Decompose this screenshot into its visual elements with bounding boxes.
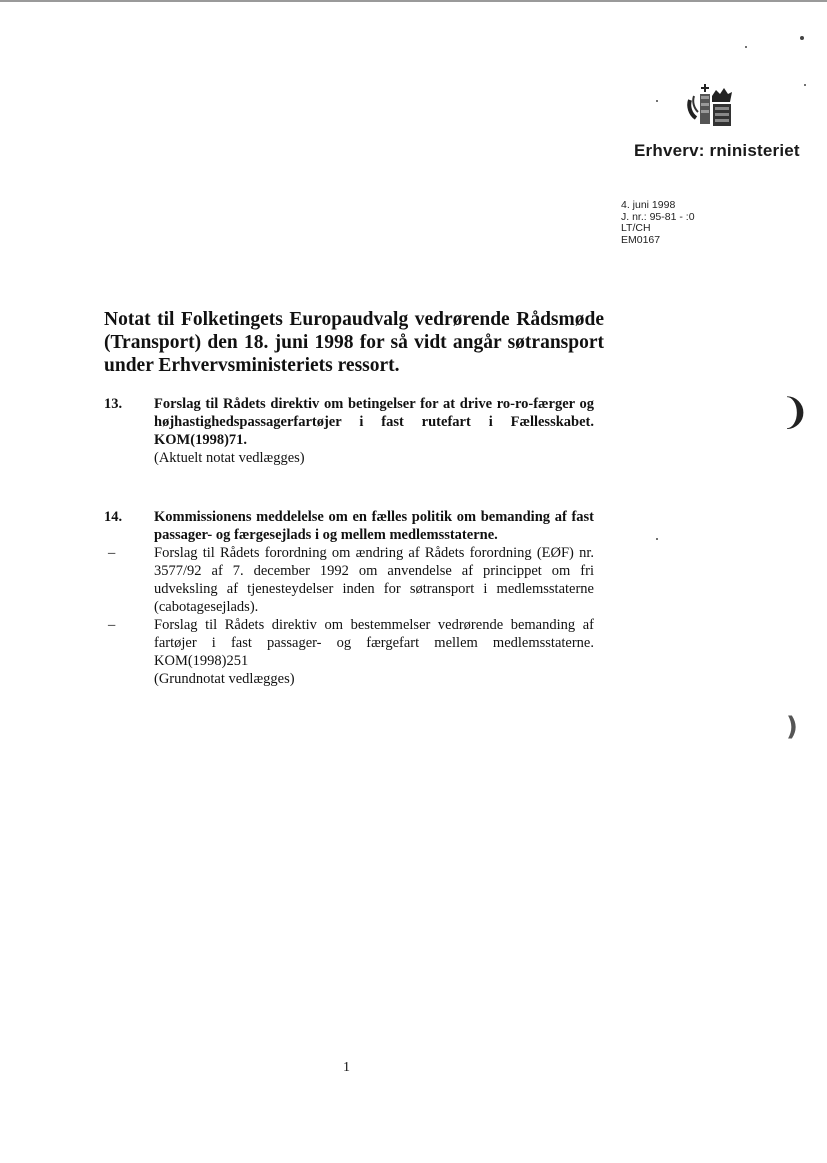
royal-crown-crest-icon xyxy=(686,78,734,130)
item-number: 13. xyxy=(104,396,123,412)
subitem xyxy=(104,544,594,616)
item-number: 14. xyxy=(104,509,123,525)
document-title: Notat til Folketingets Europaudvalg vedrørende Rådsmøde (Transport) den 18. juni 1998 for så vidt angår søtransport under Erhvervsministeriets ressort. xyxy=(104,309,604,376)
punch-hole-mark: ) xyxy=(786,712,798,742)
scan-speck xyxy=(804,84,806,86)
agenda-item-14 xyxy=(104,508,594,688)
page-number: 1 xyxy=(343,1060,350,1075)
document-code: EM0167 xyxy=(621,233,661,246)
item-text: Forslag til Rådets direktiv om betingelser for at drive ro-ro-færger og højhastighedspassagerfartøjer i fast rutefart i Fællesskabet. KOM(1998)71. xyxy=(154,396,594,448)
scan-speck xyxy=(745,46,747,48)
item-text: Kommissionens meddelelse om en fælles politik om bemanding af fast passager- og færgesejlads i og mellem medlemsstaterne. xyxy=(154,509,594,543)
scan-speck xyxy=(800,36,804,40)
item-note: (Grundnotat vedlægges) xyxy=(154,671,295,687)
punch-hole-mark: ❩ xyxy=(780,392,811,433)
scan-top-edge xyxy=(0,0,827,2)
reference-block xyxy=(621,200,695,246)
subitem xyxy=(104,616,594,670)
subitem-dash: – xyxy=(108,545,116,561)
scan-speck xyxy=(656,538,658,540)
scan-speck xyxy=(656,100,658,102)
ministry-name: Erhverv: rninisteriet xyxy=(634,141,800,160)
item-note: (Aktuelt notat vedlægges) xyxy=(154,450,305,466)
subitem-dash: – xyxy=(108,617,116,633)
subitem-text: Forslag til Rådets direktiv om bestemmelser vedrørende bemanding af fartøjer i fast passager- og færgefart mellem medlemsstaterne. KOM(1998)251 xyxy=(154,617,594,669)
agenda-item-13 xyxy=(104,395,594,467)
author-initials: LT/CH xyxy=(621,222,651,234)
document-date: 4. juni 1998 xyxy=(621,199,676,211)
subitem-text: Forslag til Rådets forordning om ændring af Rådets forordning (EØF) nr. 3577/92 af 7. december 1992 om anvendelse af princippet om fri udveksling af tjenesteydelser inden for søtransport i medlemsstaterne (cabotagesejlads). xyxy=(154,545,594,615)
journal-number: J. nr.: 95-81 - :0 xyxy=(621,210,695,223)
